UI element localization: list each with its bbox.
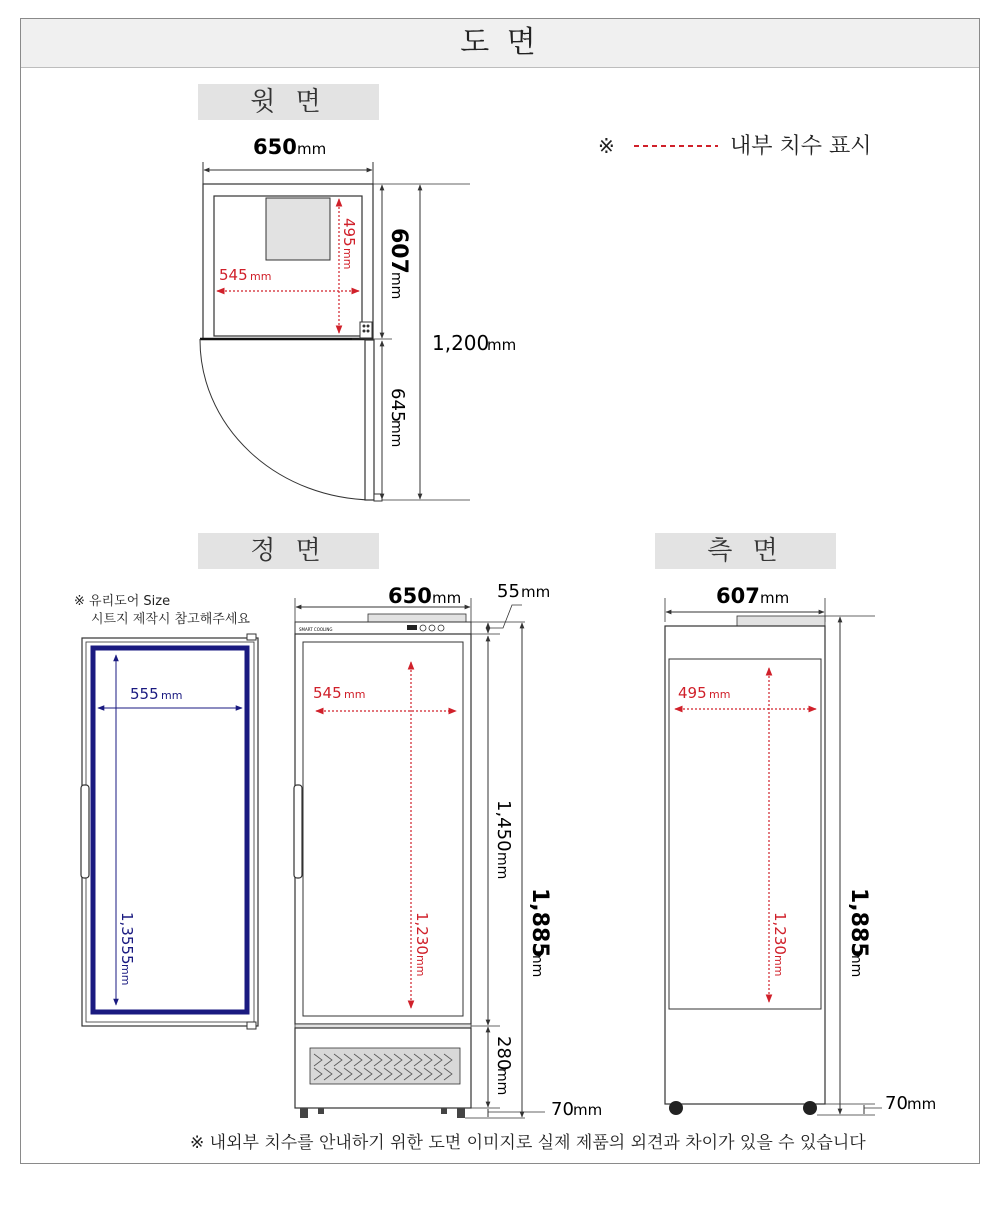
unit-label: mm <box>487 336 517 354</box>
front-view <box>294 581 602 1120</box>
front-top-band-value: 55 <box>497 581 520 602</box>
top-depth-value: 607 <box>386 228 411 274</box>
front-foot-value: 70 <box>551 1099 574 1120</box>
unit-label: mm <box>760 589 790 607</box>
unit-label: mm <box>848 950 864 978</box>
compressor-block <box>266 198 330 260</box>
legend <box>598 134 872 159</box>
glass-note-2: 시트지 제작시 참고해주세요 <box>91 612 250 627</box>
glass-door-handle <box>81 785 89 878</box>
unit-label: mm <box>772 955 785 977</box>
side-view <box>665 584 936 1115</box>
unit-label: mm <box>161 689 183 702</box>
legend-text: 내부 치수 표시 <box>730 134 872 159</box>
hinge-screw <box>367 325 370 328</box>
side-inner-width-value: 495 <box>678 684 707 702</box>
leader-line <box>488 605 522 628</box>
glass-height-value: 1,3555 <box>118 912 136 965</box>
glass-door-hinge <box>247 634 256 640</box>
top-view <box>200 135 516 501</box>
open-door <box>365 340 374 500</box>
front-height-value: 1,885 <box>527 888 552 958</box>
front-lower-value: 280 <box>493 1036 514 1071</box>
glass-door-hinge <box>247 1022 256 1029</box>
door-swing-arc <box>200 339 372 500</box>
side-depth-value: 607 <box>716 584 760 608</box>
unit-label: mm <box>388 272 404 300</box>
unit-label: mm <box>388 420 404 448</box>
page-title: 도 면 <box>460 25 540 60</box>
side-height-value: 1,885 <box>846 888 871 958</box>
door-hinge-bottom <box>374 494 382 501</box>
footer-note: ※ 내외부 치수를 안내하기 위한 도면 이미지로 실제 제품의 외견과 차이가 있을 수 있습니다 <box>190 1133 866 1153</box>
unit-label: mm <box>119 964 132 986</box>
unit-label: mm <box>709 688 731 701</box>
side-inner-height-value: 1,230 <box>771 912 789 955</box>
top-width-value: 650 <box>253 135 297 159</box>
front-foot-inner <box>318 1108 324 1114</box>
front-upper-value: 1,450 <box>493 800 514 852</box>
unit-label: mm <box>907 1095 937 1113</box>
front-inner-height-value: 1,230 <box>413 912 431 955</box>
caster-right <box>803 1101 817 1115</box>
unit-label: mm <box>344 688 366 701</box>
hinge-screw <box>363 325 366 328</box>
unit-label: mm <box>521 583 551 601</box>
unit-label: mm <box>529 950 545 978</box>
side-foot-value: 70 <box>885 1093 908 1114</box>
glass-width-value: 555 <box>130 685 159 703</box>
unit-label: mm <box>573 1101 603 1119</box>
unit-label: mm <box>432 589 462 607</box>
glass-door-view <box>74 593 258 1029</box>
glass-note-1: ※ 유리도어 Size <box>74 594 171 609</box>
unit-label: mm <box>414 955 427 977</box>
top-vent <box>368 614 466 622</box>
front-foot-right <box>457 1108 465 1118</box>
top-inner-width-value: 545 <box>219 266 248 284</box>
section-label-side: 측 면 <box>655 533 836 569</box>
unit-label: mm <box>250 270 272 283</box>
front-width-value: 650 <box>388 584 432 608</box>
unit-label: mm <box>297 140 327 158</box>
unit-label: mm <box>494 1068 510 1096</box>
front-foot-inner <box>441 1108 447 1114</box>
front-inner-width-value: 545 <box>313 684 342 702</box>
top-inner-depth-value: 495 <box>340 218 358 247</box>
front-foot-left <box>300 1108 308 1118</box>
display-screen <box>407 625 417 630</box>
hinge-block <box>360 322 372 338</box>
top-door-value: 645 <box>387 388 408 423</box>
unit-label: mm <box>341 248 354 270</box>
front-grille <box>310 1048 460 1084</box>
caster-left <box>669 1101 683 1115</box>
top-total-value: 1,200 <box>432 331 490 355</box>
legend-symbol: ※ <box>598 134 615 158</box>
panel-label: SMART COOLING <box>299 627 333 632</box>
section-label-front: 정 면 <box>198 533 379 569</box>
front-handle <box>294 785 302 878</box>
section-label-top: 윗 면 <box>198 84 379 120</box>
hinge-screw <box>367 330 370 333</box>
unit-label: mm <box>494 852 510 880</box>
hinge-screw <box>363 330 366 333</box>
side-top-vent <box>737 616 825 626</box>
